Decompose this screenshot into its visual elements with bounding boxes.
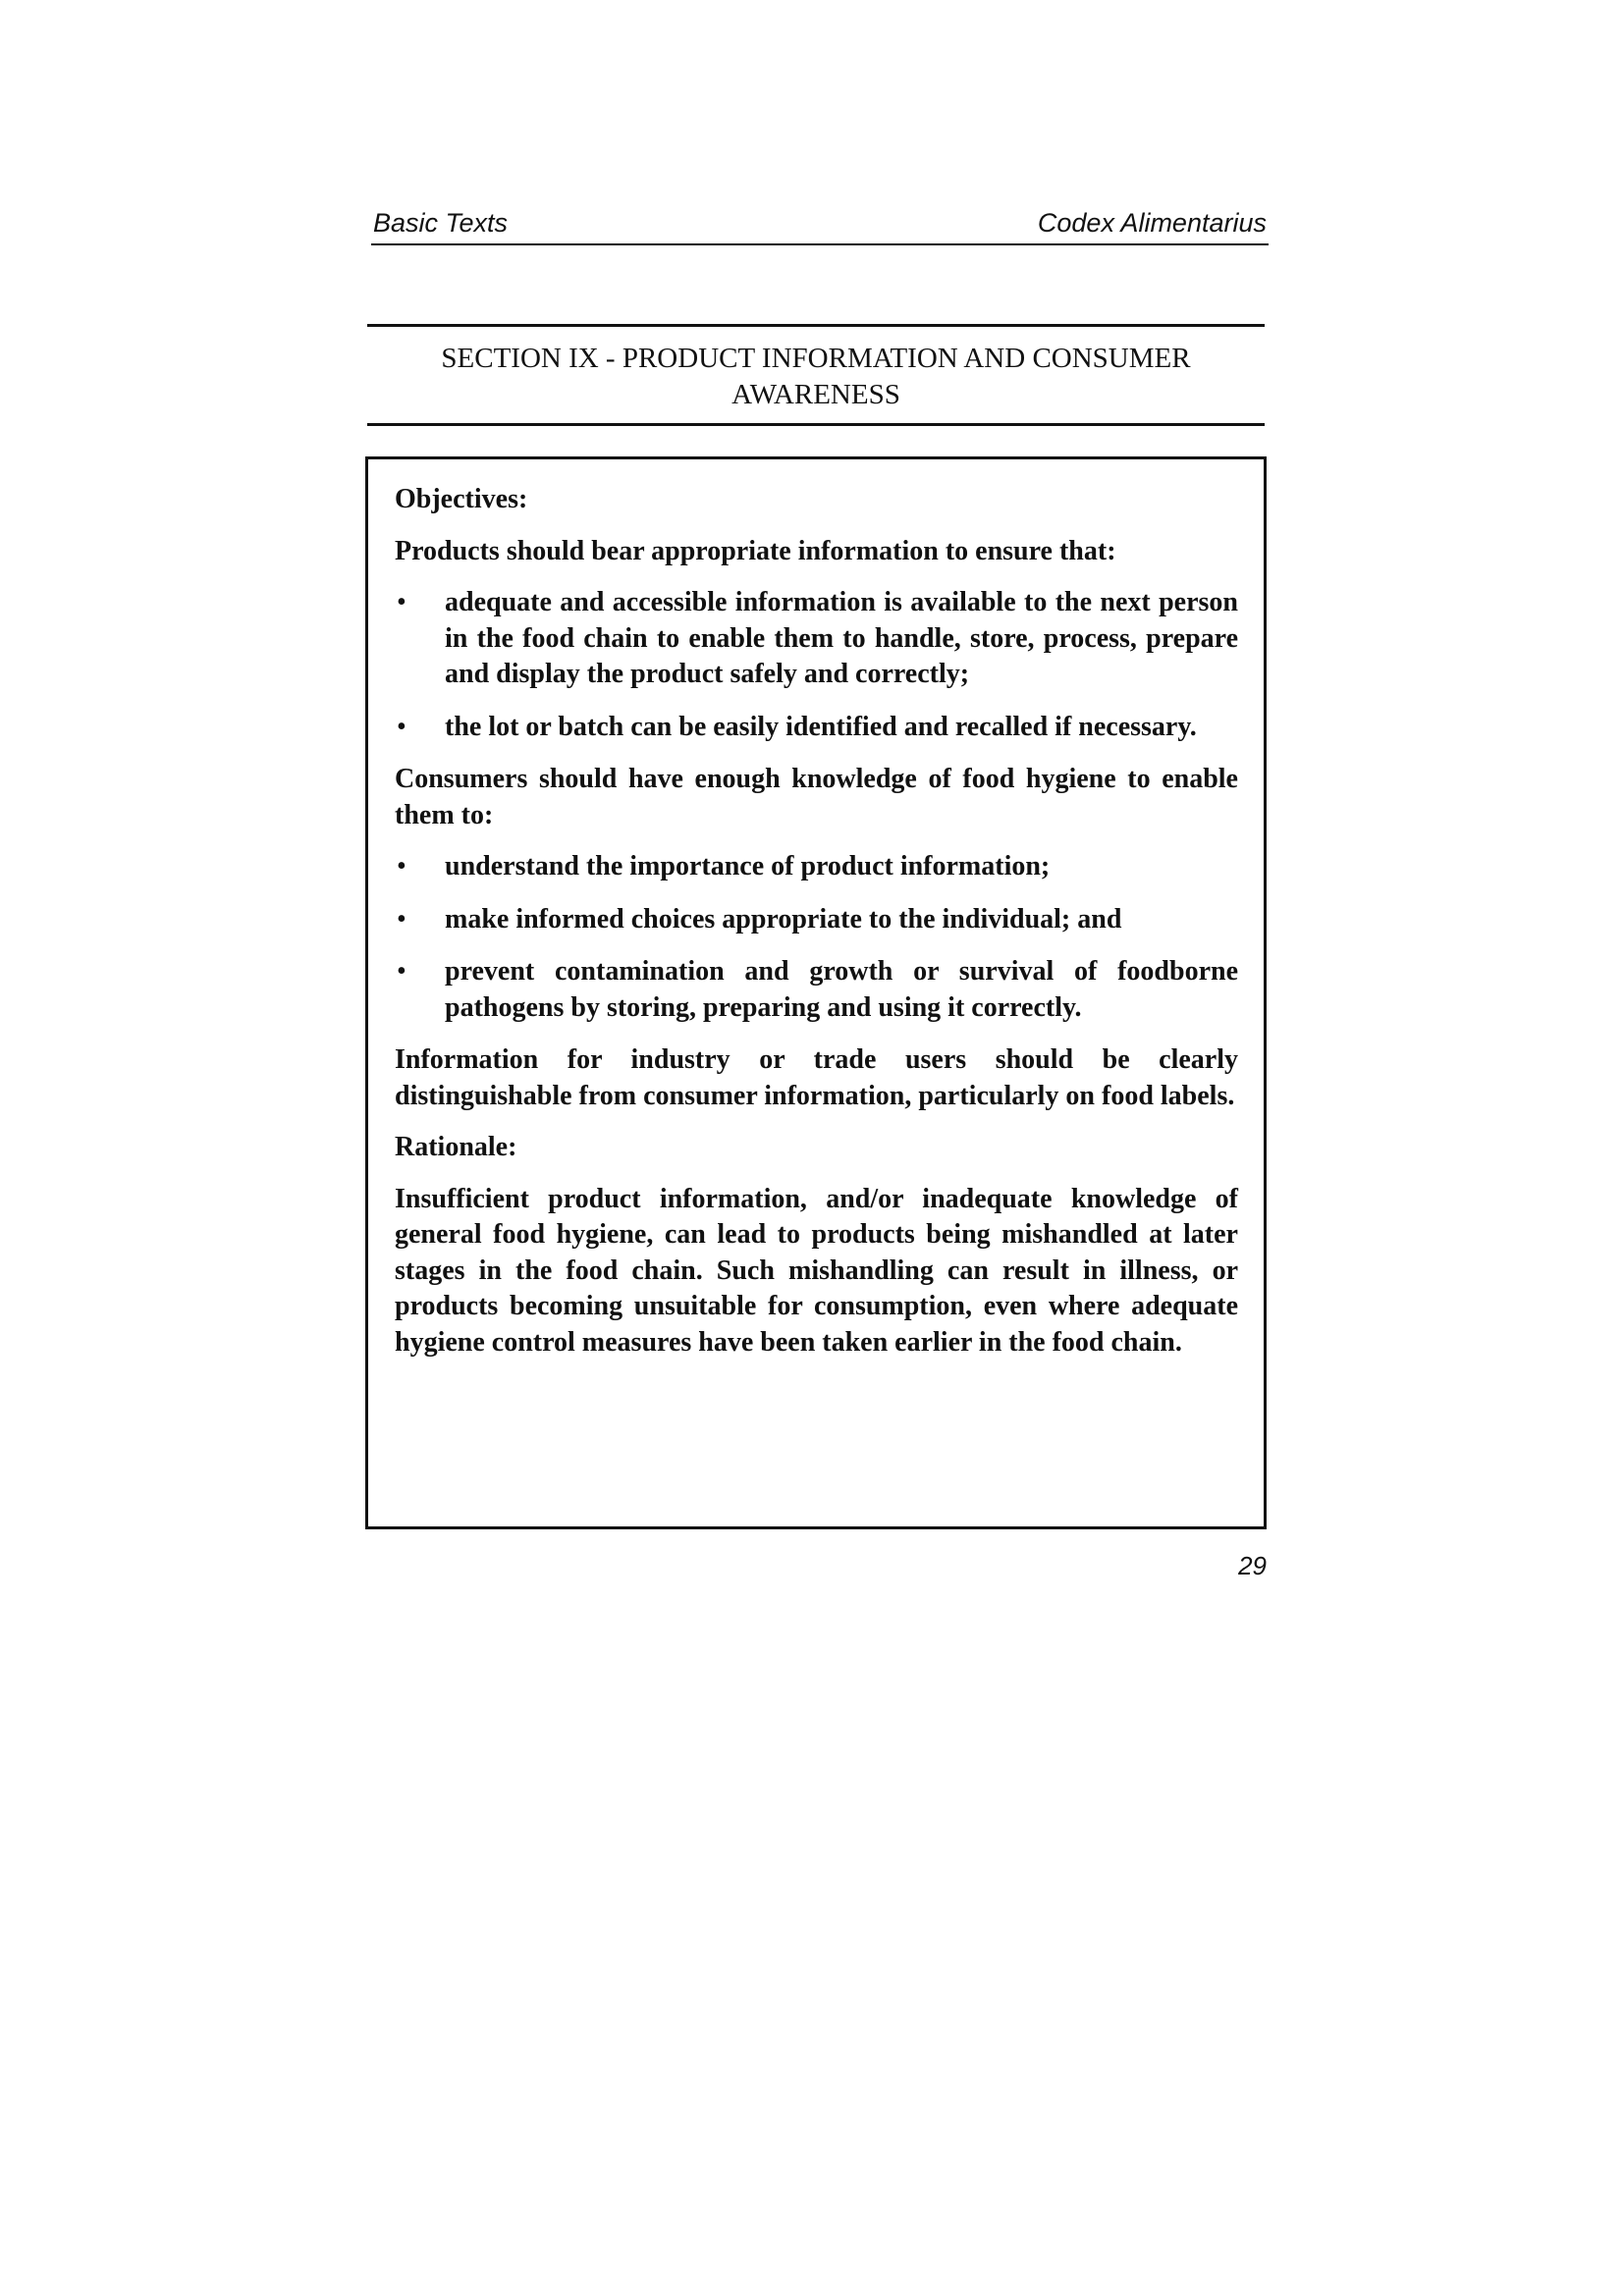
products-intro: Products should bear appropriate information to ensure that:: [395, 535, 1116, 566]
rationale-heading: Rationale:: [395, 1132, 517, 1162]
list-item: [395, 710, 1238, 746]
consumer-knowledge-list: [395, 849, 1238, 1026]
list-item-text: understand the importance of product information;: [445, 851, 1051, 881]
list-item-text: adequate and accessible information is available to the next person in the food chain to enable them to handle, store, process, prepare and display the product safely and correctly;: [445, 587, 1238, 689]
objectives-box: [365, 456, 1267, 1529]
list-item-text: the lot or batch can be easily identified and recalled if necessary.: [445, 711, 1197, 742]
header-document-title: Basic Texts: [373, 208, 509, 238]
list-item-text: make informed choices appropriate to the individual; and: [445, 903, 1122, 934]
product-info-list: [395, 585, 1238, 745]
list-item: [395, 902, 1238, 938]
bullet-icon: •: [397, 956, 406, 987]
objectives-heading: Objectives:: [395, 484, 528, 514]
bullet-icon: •: [397, 903, 406, 934]
list-item-text: prevent contamination and growth or survival of foodborne pathogens by storing, preparing and using it correctly.: [445, 956, 1238, 1023]
header-publication-name: Codex Alimentarius: [1037, 208, 1267, 238]
consumers-intro: Consumers should have enough knowledge of food hygiene to enable them to:: [395, 764, 1238, 830]
bullet-icon: •: [397, 851, 406, 881]
section-title: SECTION IX - PRODUCT INFORMATION AND CONSUMER AWARENESS: [367, 324, 1265, 426]
industry-note: Information for industry or trade users should be clearly distinguishable from consumer information, particularly on food labels.: [395, 1044, 1238, 1111]
bullet-icon: •: [397, 711, 406, 742]
list-item: [395, 954, 1238, 1026]
running-header: [371, 204, 1269, 245]
list-item: [395, 849, 1238, 885]
rationale-text: Insufficient product information, and/or inadequate knowledge of general food hygiene, can lead to products being mishandled at later stages in the food chain. Such mishandling can result in illness, or products becoming unsuitable for consumption, even where adequate hygiene control measures have been taken earlier in the food chain.: [395, 1183, 1238, 1358]
page-number: 29: [1238, 1551, 1267, 1580]
bullet-icon: •: [397, 587, 406, 617]
list-item: [395, 585, 1238, 693]
